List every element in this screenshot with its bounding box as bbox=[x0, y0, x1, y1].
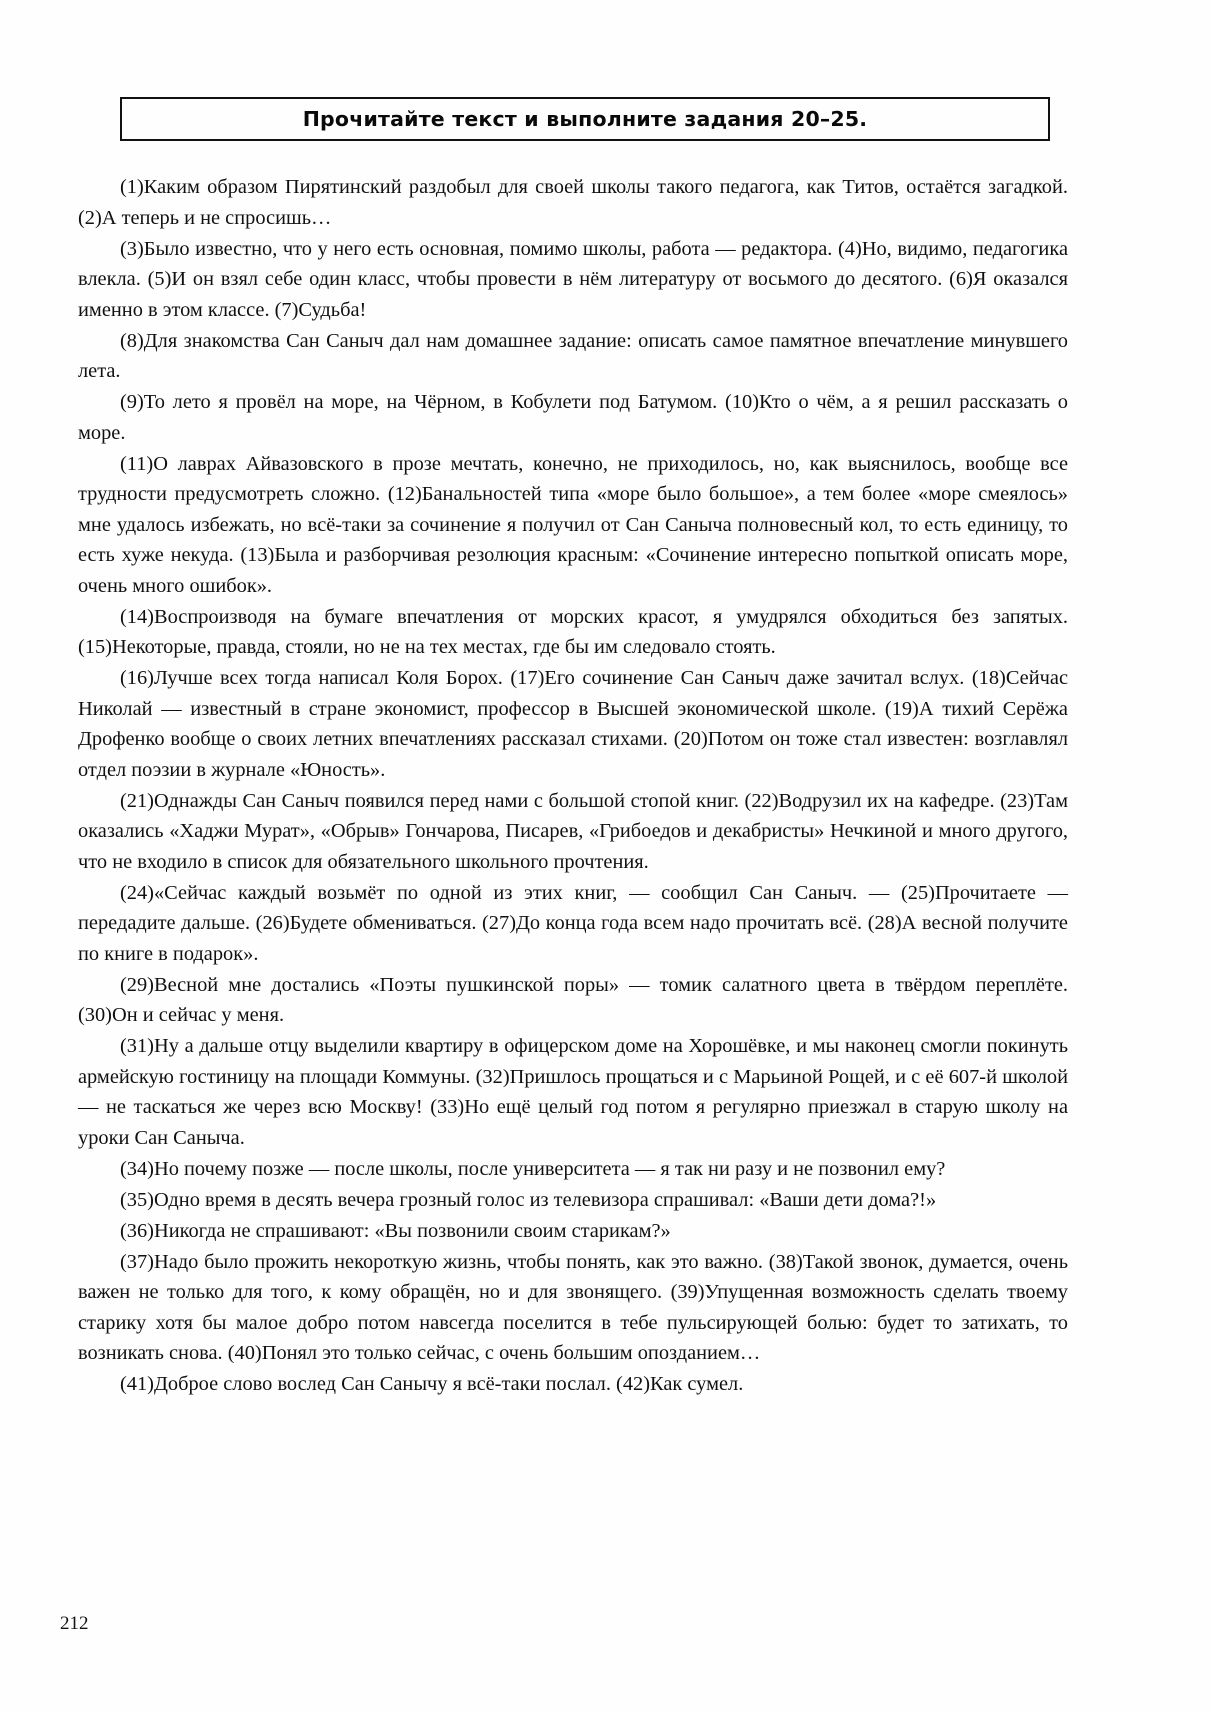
passage-paragraph: (3)Было известно, что у него есть основная, помимо школы, работа — редактора. (4)Но, видимо, педагогика влекла. (5)И он взял себе один класс, чтобы провести в нём литературу от восьмого до десятого. (6)Я оказался именно в этом классе. (7)Судьба! bbox=[78, 237, 1068, 321]
passage-paragraph: (36)Никогда не спрашивают: «Вы позвонили своим старикам?» bbox=[120, 1219, 671, 1242]
task-instruction-box bbox=[120, 97, 1050, 141]
passage-paragraph: (41)Доброе слово вослед Сан Санычу я всё-таки послал. (42)Как сумел. bbox=[120, 1373, 744, 1395]
passage-paragraph: (8)Для знакомства Сан Саныч дал нам домашнее задание: описать самое памятное впечатление минувшего лета. bbox=[78, 329, 1068, 382]
passage-paragraph: (29)Весной мне достались «Поэты пушкинской поры» — томик салатного цвета в твёрдом переплёте. (30)Он и сейчас у меня. bbox=[78, 973, 1068, 1026]
passage-paragraph: (1)Каким образом Пирятинский раздобыл для своей школы такого педагога, как Титов, остаётся загадкой. (2)А теперь и не спросишь… bbox=[78, 176, 1068, 229]
passage-paragraph: (24)«Сейчас каждый возьмёт по одной из этих книг, — сообщил Сан Саныч. — (25)Прочитаете — передадите дальше. (26)Будете обмениваться. (27)До конца года всем надо прочитать всё. (28)А весной получите по книге в подарок». bbox=[78, 881, 1068, 965]
passage-paragraph: (14)Воспроизводя на бумаге впечатления от морских красот, я умудрялся обходиться без запятых. (15)Некоторые, правда, стояли, но не на тех местах, где бы им следовало стоять. bbox=[78, 605, 1068, 658]
page-number: 212 bbox=[60, 1613, 89, 1634]
task-instruction-text: Прочитайте текст и выполните задания 20–25. bbox=[302, 107, 868, 131]
passage-paragraph: (37)Надо было прожить некороткую жизнь, чтобы понять, как это важно. (38)Такой звонок, думается, очень важен не только для того, к кому обращён, но и для звонящего. (39)Упущенная возможность сделать твоему старику хотя бы малое добро потом навсегда поселится в тебе пульсирующей болью: будет то затихать, то возникать снова. (40)Понял это только сейчас, с очень большим опозданием… bbox=[78, 1250, 1068, 1364]
passage-paragraph: (21)Однажды Сан Саныч появился перед нами с большой стопой книг. (22)Водрузил их на кафедре. (23)Там оказались «Хаджи Мурат», «Обрыв» Гончарова, Писарев, «Грибоедов и декабристы» Нечкиной и много другого, что не входило в список для обязательного школьного прочтения. bbox=[78, 789, 1068, 873]
passage-paragraph: (31)Ну а дальше отцу выделили квартиру в офицерском доме на Хорошёвке, и мы наконец смогли покинуть армейскую гостиницу на площади Коммуны. (32)Пришлось прощаться и с Марьиной Рощей, и с её 607-й школой — не таскаться же через всю Москву! (33)Но ещё целый год потом я регулярно приезжал в старую школу на уроки Сан Саныча. bbox=[78, 1035, 1068, 1149]
reading-passage bbox=[78, 172, 1068, 1400]
passage-paragraph: (35)Одно время в десять вечера грозный голос из телевизора спрашивал: «Ваши дети дома?!» bbox=[120, 1188, 937, 1211]
passage-paragraph: (11)О лаврах Айвазовского в прозе мечтать, конечно, не приходилось, но, как выяснилось, вообще все трудности предусмотреть сложно. (12)Банальностей типа «море было большое», а тем более «море смеялось» мне удалось избежать, но всё-таки за сочинение я получил от Сан Саныча полновесный кол, то есть единицу, то есть хуже некуда. (13)Была и разборчивая резолюция красным: «Сочинение интересно попыткой описать море, очень много ошибок». bbox=[78, 452, 1068, 597]
passage-paragraph: (34)Но почему позже — после школы, после университета — я так ни разу и не позвонил ему? bbox=[120, 1157, 946, 1180]
passage-paragraph: (16)Лучше всех тогда написал Коля Борох. (17)Его сочинение Сан Саныч даже зачитал вслух. (18)Сейчас Николай — известный в стране экономист, профессор в Высшей экономической школе. (19)А тихий Серёжа Дрофенко вообще о своих летних впечатлениях рассказал стихами. (20)Потом он тоже стал известен: возглавлял отдел поэзии в журнале «Юность». bbox=[78, 667, 1068, 781]
passage-paragraph: (9)То лето я провёл на море, на Чёрном, в Кобулети под Батумом. (10)Кто о чём, а я решил рассказать о море. bbox=[78, 391, 1068, 444]
